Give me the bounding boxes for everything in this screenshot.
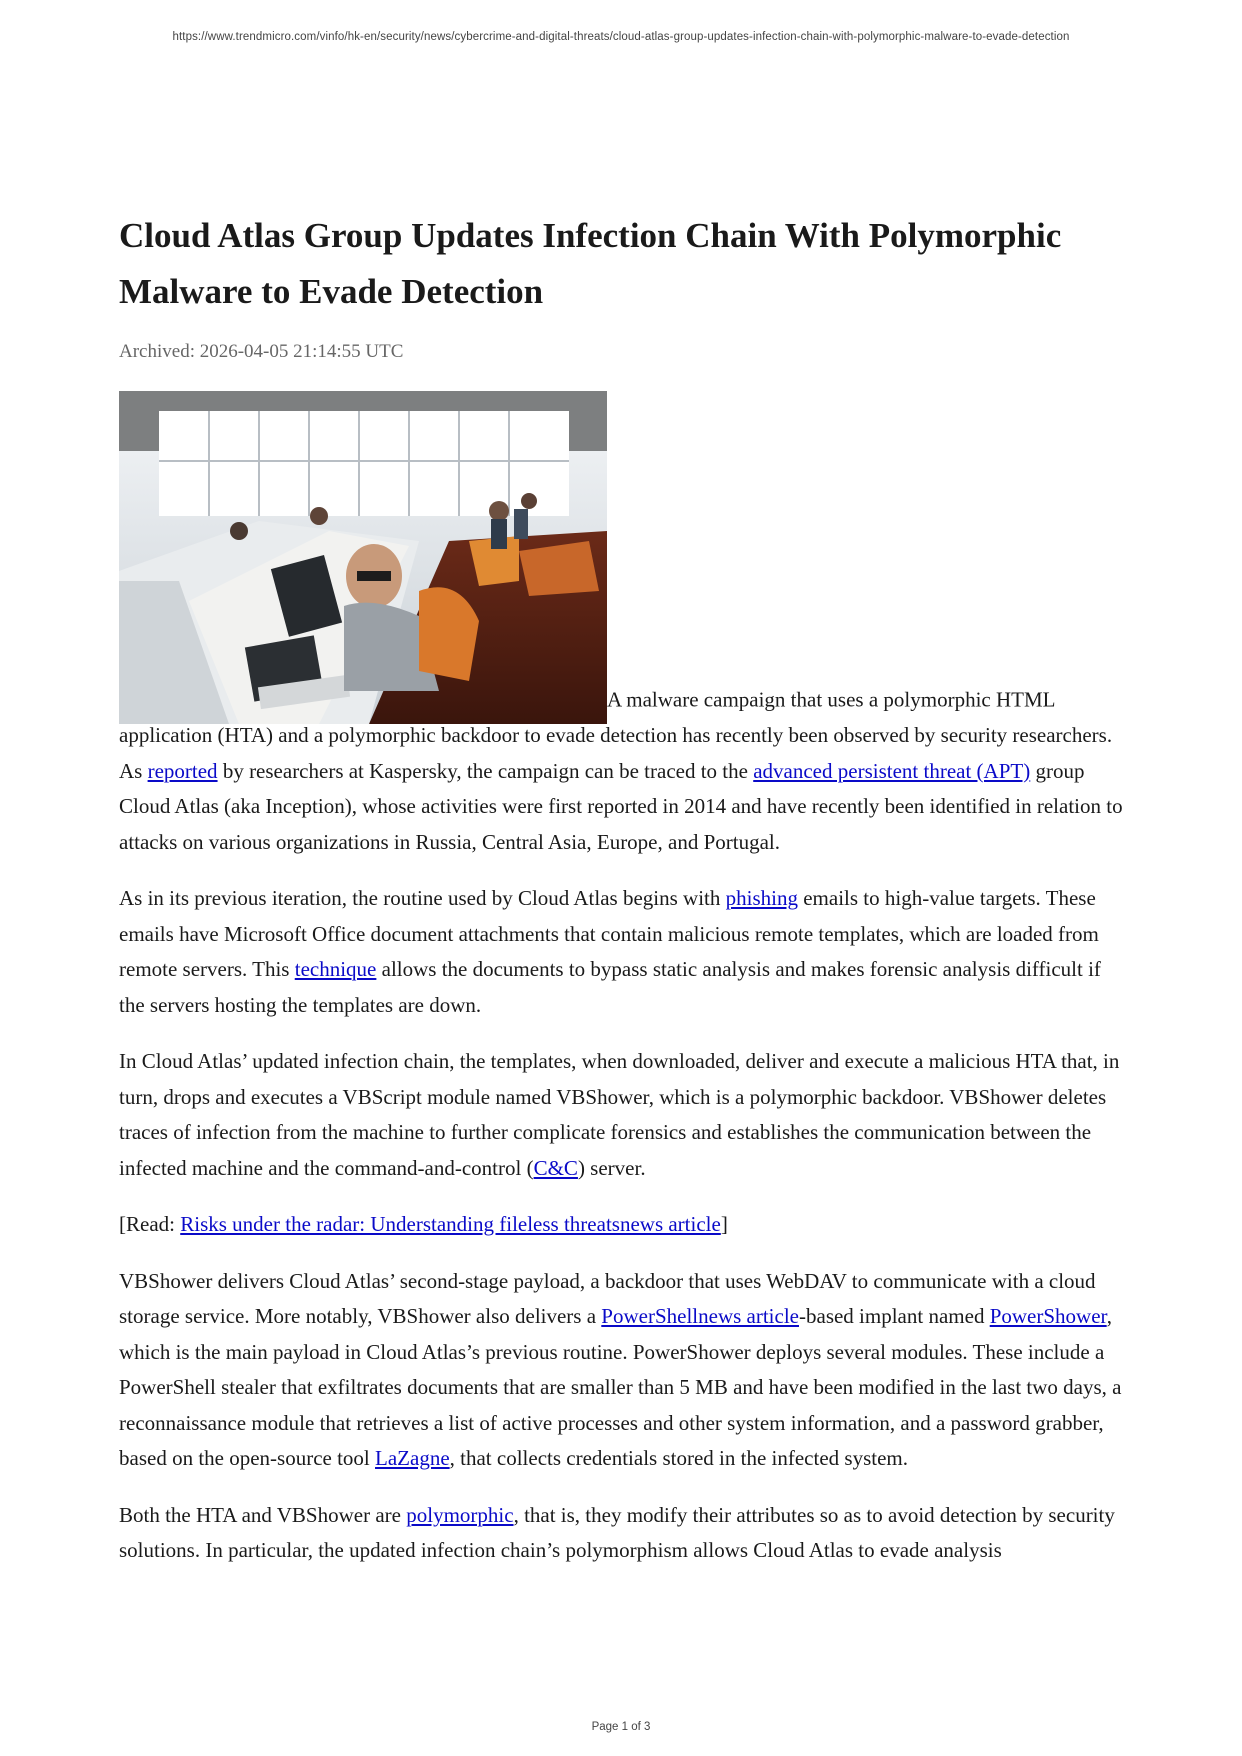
link-fileless-threats[interactable]: Risks under the radar: Understanding fileless threatsnews article bbox=[180, 1212, 721, 1236]
paragraph-1: A malware campaign that uses a polymorphic HTML application (HTA) and a polymorphic backdoor to evade detection has recently been observed by security researchers. As reported by researchers at Kaspersky, the campaign can be traced to the advanced persistent threat (APT) group Cloud Atlas (aka Inception), whose activities were first reported in 2014 and have recently been identified in relation to attacks on various organizations in Russia, Central Asia, Europe, and Portugal. bbox=[119, 391, 1129, 860]
paragraph-5: VBShower delivers Cloud Atlas’ second-stage payload, a backdoor that uses WebDAV to communicate with a cloud storage service. More notably, VBShower also delivers a PowerShellnews article-based implant named PowerShower, which is the main payload in Cloud Atlas’s previous routine. PowerShower deploys several modules. These include a PowerShell stealer that exfiltrates documents that are smaller than 5 MB and have been modified in the last two days, a reconnaissance module that retrieves a list of active processes and other system information, and a password grabber, based on the open-source tool LaZagne, that collects credentials stored in the infected system. bbox=[119, 1268, 1122, 1470]
link-technique[interactable]: technique bbox=[294, 957, 377, 981]
paragraph-6: Both the HTA and VBShower are polymorphic, that is, they modify their attributes so as to avoid detection by security solutions. In particular, the updated infection chain’s polymorphism allows Cloud Atlas to evade analysis bbox=[119, 1502, 1115, 1562]
article-title: Cloud Atlas Group Updates Infection Chain With Polymorphic Malware to Evade Detection bbox=[119, 216, 1062, 311]
page-url-header: https://www.trendmicro.com/vinfo/hk-en/security/news/cybercrime-and-digital-threats/cloud-atlas-group-updates-infection-chain-with-polymorphic-malware-to-evade-detection bbox=[172, 31, 1070, 43]
link-powershower[interactable]: PowerShower bbox=[989, 1304, 1107, 1328]
link-polymorphic[interactable]: polymorphic bbox=[406, 1502, 514, 1527]
link-phishing[interactable]: phishing bbox=[725, 886, 798, 910]
link-powershell[interactable]: PowerShellnews article bbox=[601, 1304, 799, 1328]
link-advanced-persistent-threat[interactable]: advanced persistent threat (APT) bbox=[753, 758, 1031, 783]
hero-image-office-workers bbox=[119, 391, 607, 724]
article bbox=[119, 208, 1129, 1590]
page-number: Page 1 of 3 bbox=[591, 1721, 651, 1733]
link-reported[interactable]: reported bbox=[147, 758, 218, 783]
paragraph-3: In Cloud Atlas’ updated infection chain, the templates, when downloaded, deliver and execute a malicious HTA that, in turn, drops and executes a VBScript module named VBShower, which is a polymorphic backdoor. VBShower deletes traces of infection from the machine to further complicate forensics and establishes the communication between the infected machine and the command-and-control (C&C) server. bbox=[119, 1049, 1120, 1180]
archived-timestamp: Archived: 2026-04-05 21:14:55 UTC bbox=[119, 341, 404, 362]
link-lazagne[interactable]: LaZagne bbox=[375, 1446, 450, 1470]
link-cnc[interactable]: C&C bbox=[533, 1155, 578, 1180]
paragraph-2: As in its previous iteration, the routine used by Cloud Atlas begins with phishing emails to high-value targets. These emails have Microsoft Office document attachments that contain malicious remote templates, which are loaded from remote servers. This technique allows the documents to bypass static analysis and makes forensic analysis difficult if the servers hosting the templates are down. bbox=[119, 886, 1101, 1017]
paragraph-read-more: [Read: Risks under the radar: Understanding fileless threatsnews article] bbox=[119, 1212, 728, 1236]
